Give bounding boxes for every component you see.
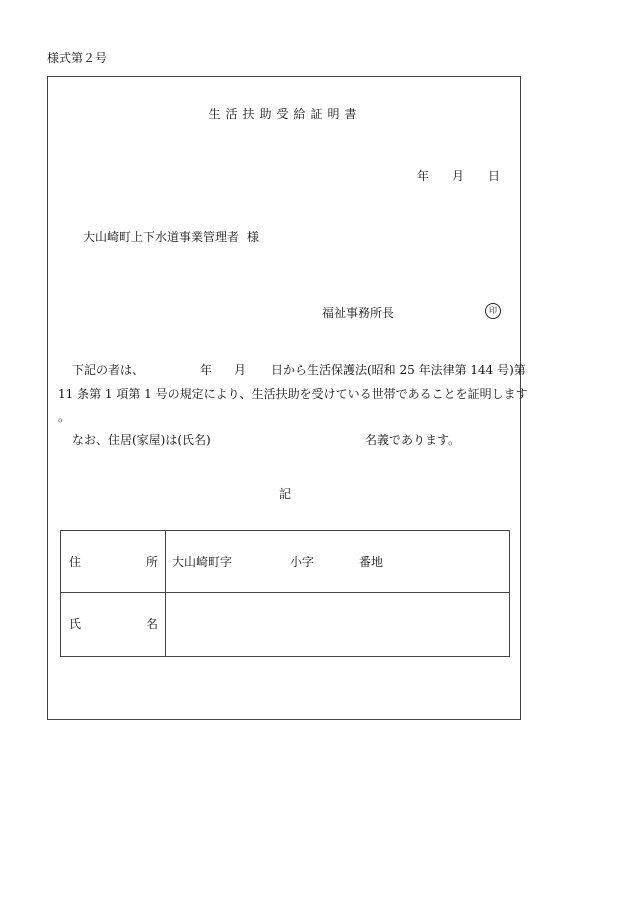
issuer-title: 福祉事務所長 bbox=[322, 306, 395, 320]
form-number: 様式第２号 bbox=[47, 51, 108, 65]
name-label-char2: 名 bbox=[146, 617, 159, 631]
address-label-cell bbox=[61, 531, 166, 592]
body-line3: 。 bbox=[58, 410, 71, 424]
name-label-cell bbox=[61, 593, 166, 656]
body-line1-month: 月 bbox=[234, 363, 247, 377]
date-month-label: 月 bbox=[452, 169, 465, 183]
seal-icon: 印 bbox=[485, 303, 501, 319]
info-table bbox=[60, 530, 510, 657]
address-koaza: 小字 bbox=[290, 555, 315, 569]
address-town: 大山崎町字 bbox=[172, 555, 233, 569]
body-line1-intro: 下記の者は、 bbox=[72, 363, 145, 377]
body-line1-year: 年 bbox=[200, 363, 213, 377]
body-line1-rest: 日から生活保護法(昭和 25 年法律第 144 号)第 bbox=[271, 363, 526, 377]
body-line4-rest: 名義であります。 bbox=[365, 433, 461, 447]
table-row-name bbox=[61, 593, 509, 656]
certificate-form bbox=[47, 76, 528, 720]
body-line2: 11 条第 1 項第 1 号の規定により、生活扶助を受けている世帯であることを証明します bbox=[58, 387, 528, 401]
address-label-char1: 住 bbox=[69, 555, 82, 569]
addressee-suffix: 様 bbox=[247, 230, 260, 244]
date-year-label: 年 bbox=[417, 169, 430, 183]
addressee-name: 大山崎町上下水道事業管理者 bbox=[83, 230, 240, 244]
name-label-char1: 氏 bbox=[69, 617, 82, 631]
address-label-char2: 所 bbox=[146, 555, 159, 569]
document-title: 生活扶助受給証明書 bbox=[208, 107, 362, 121]
date-day-label: 日 bbox=[488, 169, 501, 183]
ki-heading: 記 bbox=[278, 487, 291, 501]
table-row-address bbox=[61, 531, 509, 593]
body-line4-intro: なお、住居(家屋)は(氏名) bbox=[72, 433, 211, 447]
address-banchi: 番地 bbox=[359, 555, 384, 569]
